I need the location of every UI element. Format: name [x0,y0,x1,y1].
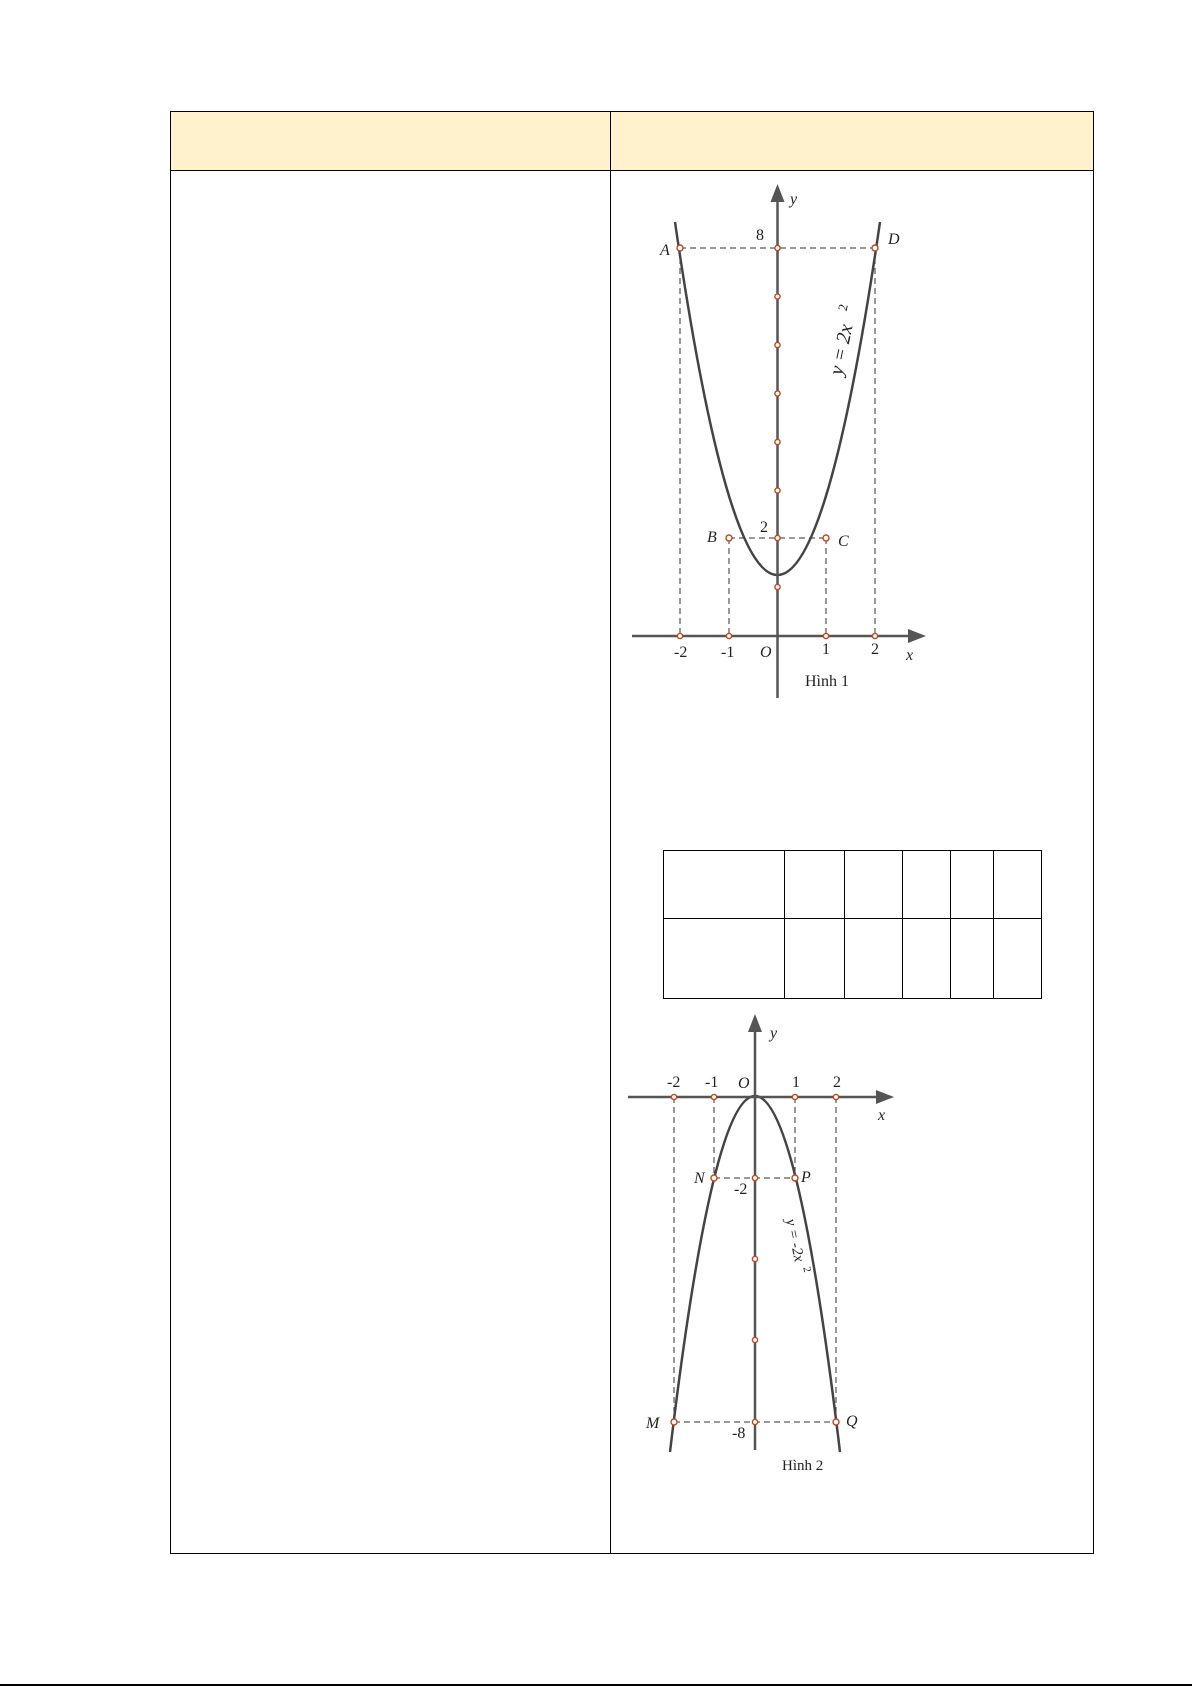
figure-2-graph [620,1010,900,1480]
axis-dot [775,535,780,540]
point-q-label: Q [846,1413,858,1430]
point-m-label: M [646,1415,660,1432]
x-tick-label: 2 [833,1074,841,1091]
x-tick-label: -2 [667,1074,681,1091]
table-cell [903,851,951,919]
point-n-label: N [694,1170,705,1187]
axis-dot [775,584,780,589]
y-axis-arrow-icon [771,184,785,202]
point-a-label: A [660,242,670,259]
axis-dot [872,633,877,638]
figure-1-graph [600,180,940,710]
table-cell [951,851,994,919]
axis-dot [752,1256,757,1261]
x-axis-arrow-icon [908,629,926,643]
axis-dot [752,1419,757,1424]
point-n [711,1175,717,1181]
y-tick-label: -8 [732,1425,746,1442]
x-tick-label: -1 [721,644,735,661]
y-tick-label: 8 [756,227,764,244]
x-tick-label: 1 [792,1074,800,1091]
figure-caption: Hình 1 [805,673,849,690]
axis-dot [792,1094,797,1099]
table-cell [994,851,1042,919]
point-p [792,1175,798,1181]
x-tick-label: -1 [705,1074,719,1091]
table-cell [785,919,845,999]
axis-dot [823,633,828,638]
table-cell [785,851,845,919]
curve-label-exponent: 2 [800,1265,814,1274]
table-cell [664,919,785,999]
axis-dot [711,1094,716,1099]
curve-label: y = 2x [825,322,858,378]
point-m [671,1419,677,1425]
point-b-label: B [707,529,717,546]
axis-dot [775,391,780,396]
x-tick-label: 1 [822,641,830,658]
curve-label: y = -2x [782,1217,807,1264]
point-p-label: P [801,1169,811,1186]
table-cell [903,919,951,999]
table-cell [845,851,903,919]
table-row [664,919,1042,999]
point-d-label: D [888,231,900,248]
axis-dot [775,342,780,347]
table-cell [994,919,1042,999]
x-tick-label: -2 [674,644,688,661]
table-row [664,851,1042,919]
x-tick-label: 2 [871,641,879,658]
axis-dot [677,633,682,638]
y-tick-label: 2 [760,519,768,536]
point-b [726,535,732,541]
table-cell [845,919,903,999]
x-axis-arrow-icon [876,1090,894,1104]
y-tick-label: -2 [734,1181,748,1198]
axis-dot [775,294,780,299]
curve-label-exponent: 2 [834,302,851,313]
table-cell [664,851,785,919]
curve-label-group [782,1215,814,1275]
y-axis-label: y [790,191,798,208]
point-a [677,245,683,251]
axis-dot [833,1094,838,1099]
table-cell [951,919,994,999]
table-header-row [171,112,1093,171]
value-table [663,850,1042,999]
y-axis-label: y [770,1025,778,1042]
axis-dot [752,1337,757,1342]
axis-dot [775,488,780,493]
axis-dot [671,1094,676,1099]
point-c [823,535,829,541]
x-axis-label: x [906,647,914,664]
origin-label: O [738,1075,750,1092]
point-c-label: C [838,533,849,550]
origin-label: O [760,644,772,661]
axis-dot [726,633,731,638]
axis-dot [775,245,780,250]
figure-caption: Hình 2 [782,1458,824,1474]
point-q [833,1419,839,1425]
y-axis-arrow-icon [748,1014,762,1032]
figure-1 [600,180,940,710]
axis-dot [775,439,780,444]
axis-dot [752,1175,757,1180]
figure-2 [620,1010,900,1480]
x-axis-label: x [878,1107,886,1124]
point-d [872,245,878,251]
